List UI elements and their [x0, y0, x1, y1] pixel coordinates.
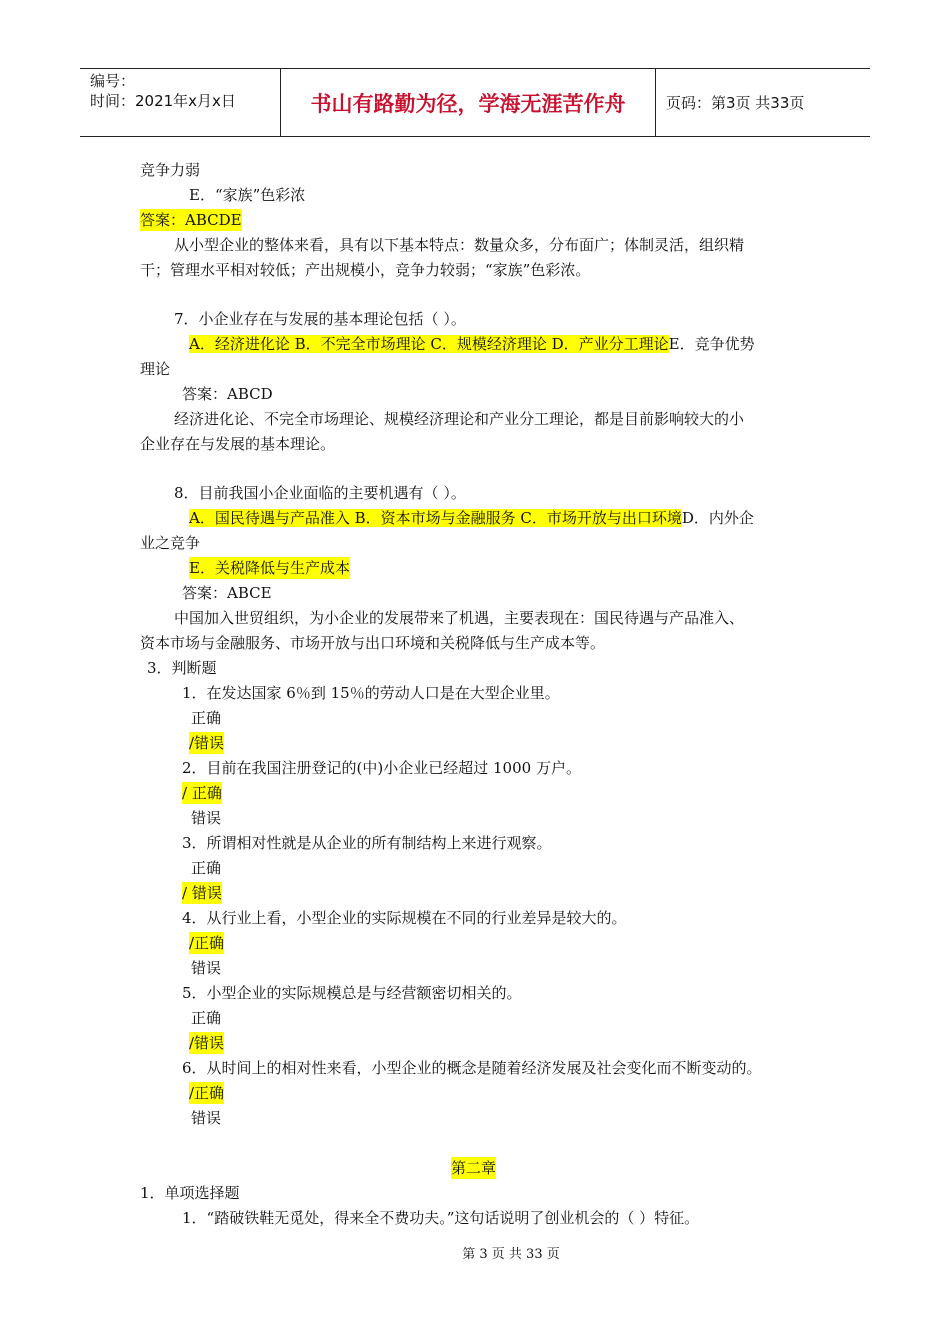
tf-option: 错误 [191, 959, 222, 977]
answer-line: 答案：ABCD [182, 385, 273, 403]
option-tail: D．内外企 [681, 509, 754, 527]
document-number-label: 编号： [90, 72, 136, 90]
page-footer [0, 1246, 950, 1264]
page-header [80, 68, 870, 137]
question-7: 7．小企业存在与发展的基本理论包括（ ）。 [174, 310, 466, 328]
text-line: 业之竞争 [140, 534, 201, 552]
chapter-title: 第二章 [451, 1159, 497, 1177]
explanation-line: 中国加入世贸组织，为小企业的发展带来了机遇，主要表现在：国民待遇与产品准入、 [174, 609, 745, 627]
tf-question: 2．目前在我国注册登记的(中)小企业已经超过 1000 万户。 [182, 759, 581, 777]
section-heading: 3．判断题 [147, 659, 217, 677]
answer-line: 答案：ABCDE [140, 211, 242, 229]
highlighted-options: A．经济进化论 B．不完全市场理论 C．规模经济理论 D．产业分工理论 [189, 335, 669, 353]
explanation-line: 经济进化论、不完全市场理论、规模经济理论和产业分工理论，都是目前影响较大的小 [174, 410, 745, 428]
text-line: 理论 [140, 360, 171, 378]
header-motto: 书山有路勤为径，学海无涯苦作舟 [281, 69, 656, 136]
explanation-line: 从小型企业的整体来看，具有以下基本特点：数量众多，分布面广；体制灵活，组织精 [174, 236, 745, 254]
tf-option-selected: /正确 [189, 1084, 225, 1102]
section-heading: 1．单项选择题 [140, 1184, 240, 1202]
highlighted-options: A．国民待遇与产品准入 B．资本市场与金融服务 C．市场开放与出口环境 [189, 509, 682, 527]
question-8: 8．目前我国小企业面临的主要机遇有（ ）。 [174, 484, 466, 502]
tf-option: 正确 [191, 1009, 222, 1027]
document-date: 时间：2021年x月x日 [90, 92, 236, 110]
tf-option-selected: /错误 [189, 1034, 225, 1052]
tf-question: 3．所谓相对性就是从企业的所有制结构上来进行观察。 [182, 834, 552, 852]
tf-option-selected: /正确 [189, 934, 225, 952]
footer-page-number: 第 3 页 共 33 页 [462, 1247, 560, 1262]
tf-question: 6．从时间上的相对性来看，小型企业的概念是随着经济发展及社会变化而不断变动的。 [182, 1059, 762, 1077]
header-meta [80, 69, 281, 136]
tf-option: 错误 [191, 809, 222, 827]
text-line: 竞争力弱 [140, 161, 201, 179]
answer-line: 答案：ABCE [182, 584, 272, 602]
tf-question: 5．小型企业的实际规模总是与经营额密切相关的。 [182, 984, 522, 1002]
explanation-line: 企业存在与发展的基本理论。 [140, 435, 336, 453]
tf-option-selected: / 正确 [182, 784, 222, 802]
explanation-line: 干；管理水平相对较低；产出规模小，竞争力较弱；“家族”色彩浓。 [140, 261, 591, 279]
tf-question: 4．从行业上看，小型企业的实际规模在不同的行业差异是较大的。 [182, 909, 627, 927]
tf-option: 正确 [191, 709, 222, 727]
question-1: 1．“踏破铁鞋无觅处，得来全不费功夫。”这句话说明了创业机会的（ ）特征。 [182, 1209, 700, 1227]
option-e: E．关税降低与生产成本 [189, 559, 350, 577]
option-tail: E．竞争优势 [668, 335, 755, 353]
tf-question: 1．在发达国家 6％到 15％的劳动人口是在大型企业里。 [182, 684, 560, 702]
question-8-options [189, 507, 754, 529]
tf-option-selected: /错误 [189, 734, 225, 752]
question-7-options [189, 333, 755, 355]
explanation-line: 资本市场与金融服务、市场开放与出口环境和关税降低与生产成本等。 [140, 634, 606, 652]
header-page-info: 页码：第3页 共33页 [666, 94, 805, 112]
option-e: E．“家族”色彩浓 [189, 186, 306, 204]
tf-option: 正确 [191, 859, 222, 877]
tf-option-selected: / 错误 [182, 884, 222, 902]
tf-option: 错误 [191, 1109, 222, 1127]
